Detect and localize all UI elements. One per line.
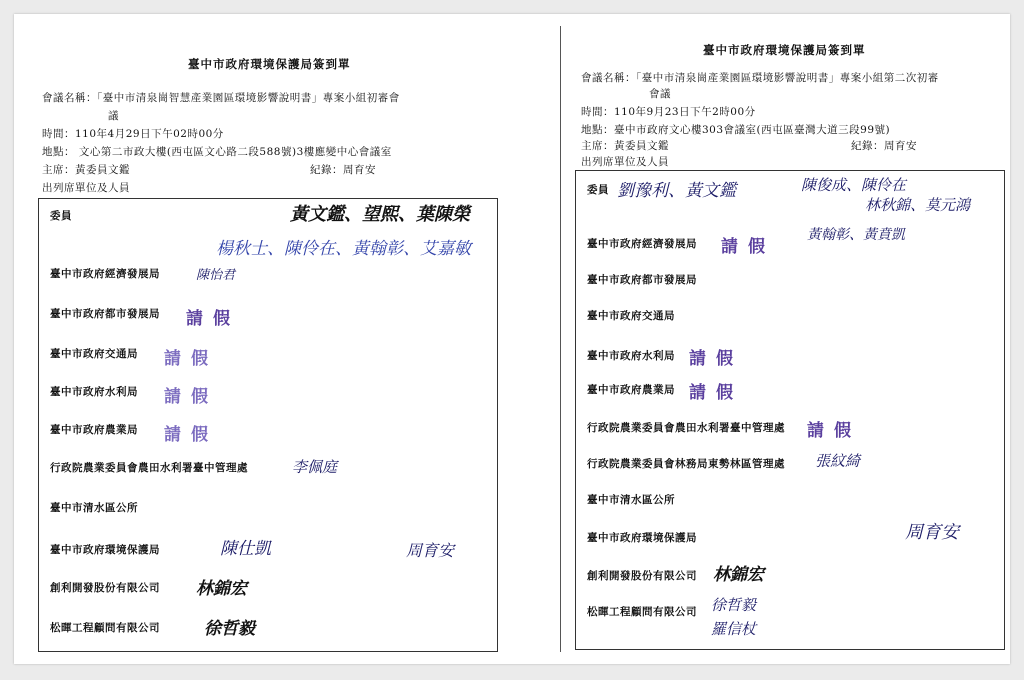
signature: 林錦宏 (713, 565, 764, 585)
signature: 林秋錦、莫元鴻 (865, 196, 971, 214)
meeting-name: 會議名稱：「臺中市清泉崗產業園區環境影響說明書」專案小組第二次初審 (581, 72, 939, 84)
leave-stamp: 請假 (186, 309, 240, 329)
leave-stamp: 請假 (689, 383, 743, 403)
signature: 黃文鑑、望熙、葉陳榮 (290, 204, 470, 225)
row-members: 委員 (587, 184, 609, 196)
row-chuangli: 創利開發股份有限公司 (50, 582, 160, 594)
row-transport: 臺中市政府交通局 (587, 310, 675, 322)
row-chuangli: 創利開發股份有限公司 (587, 570, 697, 582)
sheet-title: 臺中市政府環境保護局簽到單 (703, 43, 866, 57)
signature: 張紋綺 (815, 452, 861, 470)
row-water: 臺中市政府水利局 (50, 386, 138, 398)
row-songhui: 松暉工程顧問有限公司 (587, 606, 697, 618)
row-irrigation: 行政院農業委員會農田水利署臺中管理處 (50, 462, 248, 474)
row-urban: 臺中市政府都市發展局 (50, 308, 160, 320)
leave-stamp: 請假 (164, 387, 218, 407)
attendees-heading: 出列席單位及人員 (581, 156, 669, 168)
row-forestry: 行政院農業委員會林務局東勢林區管理處 (587, 458, 785, 470)
meeting-location: 地點： 文心第二市政大樓(西屯區文心路二段588號)3樓應變中心會議室 (42, 146, 392, 158)
signature: 周育安 (905, 522, 959, 543)
row-transport: 臺中市政府交通局 (50, 348, 138, 360)
leave-stamp: 請假 (721, 237, 775, 257)
sheet-title: 臺中市政府環境保護局簽到單 (188, 57, 351, 71)
signature: 劉豫利、黃文鑑 (617, 181, 736, 201)
signature: 林錦宏 (196, 579, 247, 599)
row-qingshui: 臺中市清水區公所 (50, 502, 138, 514)
row-agri: 臺中市政府農業局 (50, 424, 138, 436)
meeting-recorder: 紀錄：周育安 (310, 164, 376, 176)
row-qingshui: 臺中市清水區公所 (587, 494, 675, 506)
signature: 周育安 (406, 541, 455, 560)
sign-in-sheet-right (560, 26, 1007, 652)
meeting-location: 地點：臺中市政府文心樓303會議室(西屯區臺灣大道三段99號) (581, 124, 891, 136)
meeting-time: 時間：110年4月29日下午02時00分 (42, 128, 224, 140)
leave-stamp: 請假 (689, 349, 743, 369)
signature: 徐哲毅 (204, 619, 255, 639)
signature: 黃翰彰、黃賁凱 (807, 227, 905, 243)
signature: 徐哲毅 (711, 596, 757, 614)
signature: 李佩庭 (292, 458, 338, 476)
row-epb: 臺中市政府環境保護局 (587, 532, 697, 544)
meeting-name: 會議名稱：「臺中市清泉崗智慧產業園區環境影響說明書」專案小組初審會 (42, 92, 400, 104)
row-water: 臺中市政府水利局 (587, 350, 675, 362)
row-epb: 臺中市政府環境保護局 (50, 544, 160, 556)
signature: 羅信杖 (711, 620, 757, 638)
leave-stamp: 請假 (164, 425, 218, 445)
signature: 陳仕凱 (220, 539, 271, 559)
meeting-name-cont: 會議 (649, 88, 671, 100)
row-irrigation: 行政院農業委員會農田水利署臺中管理處 (587, 422, 785, 434)
leave-stamp: 請假 (164, 349, 218, 369)
row-economic: 臺中市政府經濟發展局 (50, 268, 160, 280)
row-urban: 臺中市政府都市發展局 (587, 274, 697, 286)
meeting-chair: 主席：黃委員文鑑 (581, 140, 669, 152)
meeting-name-cont: 議 (108, 110, 119, 122)
row-members: 委員 (50, 210, 72, 222)
meeting-time: 時間：110年9月23日下午2時00分 (581, 106, 756, 118)
signature: 陳俊成、陳伶在 (801, 176, 907, 194)
sign-in-sheet-left (28, 38, 500, 652)
row-economic: 臺中市政府經濟發展局 (587, 238, 697, 250)
signature: 楊秋士、陳伶在、黃翰彰、艾嘉敏 (216, 239, 471, 259)
meeting-chair: 主席：黃委員文鑑 (42, 164, 130, 176)
row-songhui: 松暉工程顧問有限公司 (50, 622, 160, 634)
row-agri: 臺中市政府農業局 (587, 384, 675, 396)
meeting-recorder: 紀錄：周育安 (851, 140, 917, 152)
signature: 陳怡君 (196, 268, 236, 283)
attendees-heading: 出列席單位及人員 (42, 182, 130, 194)
leave-stamp: 請假 (807, 421, 861, 441)
